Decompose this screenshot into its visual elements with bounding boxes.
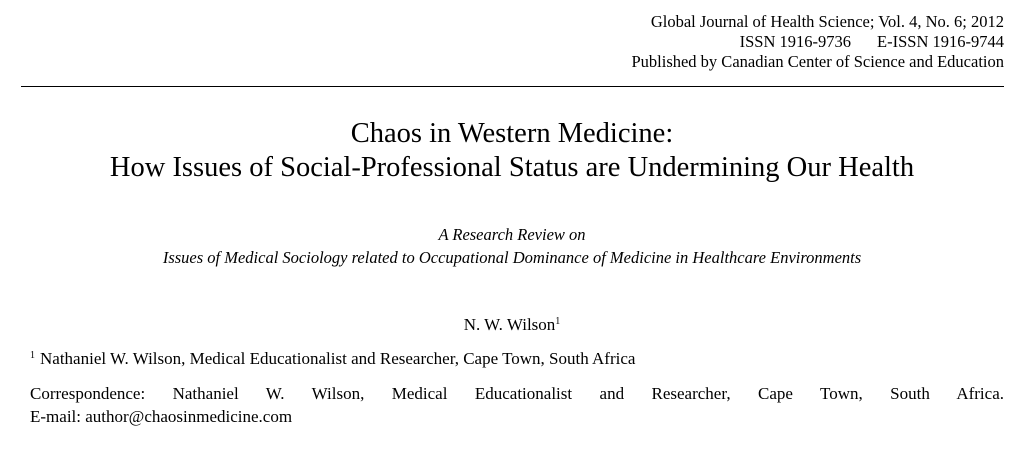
header-divider: [21, 86, 1004, 87]
article-title: [0, 117, 1024, 185]
issn: ISSN 1916-9736: [739, 32, 852, 51]
correspondence-line: Correspondence: Nathaniel W. Wilson, Medical Educationalist and Researcher, Cape Town, South Africa.: [30, 384, 1004, 403]
publisher: Published by Canadian Center of Science and Education: [631, 52, 1004, 71]
email-line: E-mail: author@chaosinmedicine.com: [30, 407, 293, 426]
subtitle-line-2: Issues of Medical Sociology related to Occupational Dominance of Medicine in Healthcare Environments: [162, 248, 862, 267]
correspondence: [30, 382, 1004, 428]
title-line-1: Chaos in Western Medicine:: [350, 118, 674, 149]
journal-header: [631, 12, 1004, 72]
affiliation-marker: 1: [30, 349, 35, 361]
subtitle-line-1: A Research Review on: [438, 225, 586, 244]
issn-line: [631, 32, 1004, 52]
title-line-2: How Issues of Social-Professional Status are Undermining Our Health: [109, 152, 915, 183]
author-line: [0, 314, 1024, 336]
affiliation: [30, 348, 635, 370]
author-name: N. W. Wilson: [463, 315, 556, 334]
journal-citation: Global Journal of Health Science; Vol. 4, No. 6; 2012: [650, 12, 1004, 31]
author-affiliation-marker: 1: [555, 315, 561, 327]
eissn: E-ISSN 1916-9744: [877, 32, 1004, 51]
article-subtitle: [0, 223, 1024, 269]
affiliation-text: Nathaniel W. Wilson, Medical Educationalist and Researcher, Cape Town, South Africa: [40, 349, 636, 368]
